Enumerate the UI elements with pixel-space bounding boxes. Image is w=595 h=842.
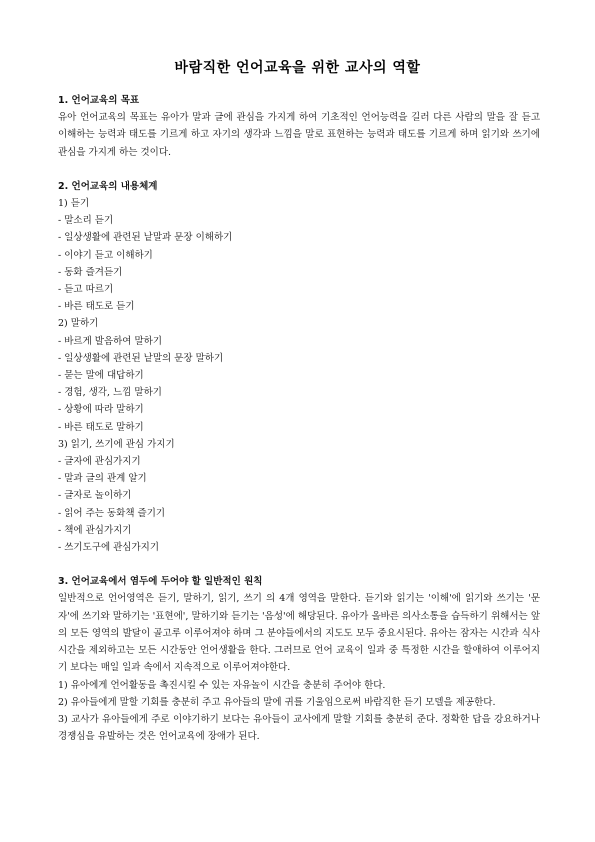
list-item: 3) 읽기, 쓰기에 관심 가지기	[58, 438, 175, 450]
document-title: 바람직한 언어교육을 위한 교사의 역할	[174, 60, 421, 76]
list-item: - 글자에 관심가지기	[58, 456, 141, 468]
section-heading-goal: 1. 언어교육의 목표	[58, 95, 140, 106]
section-heading-principles: 3. 언어교육에서 염두에 두어야 할 일반적인 원칙	[58, 576, 263, 588]
list-item: - 경험, 생각, 느낌 말하기	[58, 387, 162, 399]
list-item: - 글자로 놀이하기	[58, 490, 132, 502]
principle-point: 2) 유아들에게 말할 기회를 충분히 주고 유아들의 말에 귀를 기울임으로써 바람직한 듣기 모델을 제공한다.	[58, 696, 496, 708]
principle-point: 3) 교사가 유아들에게 주로 이야기하기 보다는 유아들이 교사에게 말할 기회를 충분히 준다. 정확한 답을 강요하거나 경쟁심을 유발하는 것은 언어교육에 장애가 된다.	[58, 713, 540, 743]
content-system-list	[58, 195, 540, 556]
list-item: - 상황에 따라 말하기	[58, 404, 144, 416]
document-body	[58, 92, 540, 745]
list-item: - 묻는 말에 대답하기	[58, 370, 144, 382]
list-item: 2) 말하기	[58, 318, 99, 330]
list-item: - 일상생활에 관련된 낱말의 문장 말하기	[58, 352, 224, 364]
principle-point: 1) 유아에게 언어활동을 촉진시킬 수 있는 자유놀이 시간을 충분히 주어야 한다.	[58, 679, 386, 691]
section-heading-content-system: 2. 언어교육의 내용체계	[58, 180, 158, 192]
section-paragraph-goal: 유아 언어교육의 목표는 유아가 말과 글에 관심을 가지게 하여 기초적인 언어능력을 길러 다른 사람의 말을 잘 듣고 이해하는 능력과 태도를 기르게 하고 자기의 생각과 느낌을 말로 표현하는 능력과 태도를 기르게 하며 읽기와 쓰기에 관심을 가지게 하는 것이다.	[58, 112, 540, 158]
list-item: - 동화 즐겨듣기	[58, 266, 123, 278]
list-item: - 듣고 따르기	[58, 284, 114, 296]
list-item: - 말과 글의 관계 알기	[58, 473, 147, 485]
list-item: - 바른 태도로 말하기	[58, 421, 144, 433]
list-item: - 이야기 듣고 이해하기	[58, 249, 153, 261]
list-item: - 바르게 발음하여 말하기	[58, 335, 163, 347]
list-item: - 책에 관심가지기	[58, 524, 132, 536]
list-item: - 일상생활에 관련된 낱말과 문장 이해하기	[58, 232, 233, 244]
list-item: - 바른 태도로 듣기	[58, 301, 135, 313]
list-item: - 쓰기도구에 관심가지기	[58, 542, 160, 554]
section-paragraph-principles: 일반적으로 언어영역은 듣기, 말하기, 읽기, 쓰기 의 4개 영역을 말한다. 듣기와 읽기는 '이해'에 읽기와 쓰기는 '문자'에 쓰기와 말하기는 '표현에', 말하기와 듣기는 '음성'에 해당된다. 유아가 올바른 의사소통을 습득하기 위해서는 앞의 모든 영역의 발달이 골고루 이루어져야 하며 그 분야들에서의 지도도 모두 중요시된다. 유아는 잠자는 시간과 식사 시간을 제외하고는 모든 시간동안 언어생활을 한다. 그러므로 언어 교육이 일과 중 특정한 시간을 할애하여 이루어지기 보다는 매일 일과 속에서 지속적으로 이루어져야한다.	[58, 593, 540, 674]
list-item: - 말소리 듣기	[58, 215, 114, 227]
list-item: 1) 듣기	[58, 198, 90, 210]
list-item: - 읽어 주는 동화책 즐기기	[58, 507, 166, 519]
